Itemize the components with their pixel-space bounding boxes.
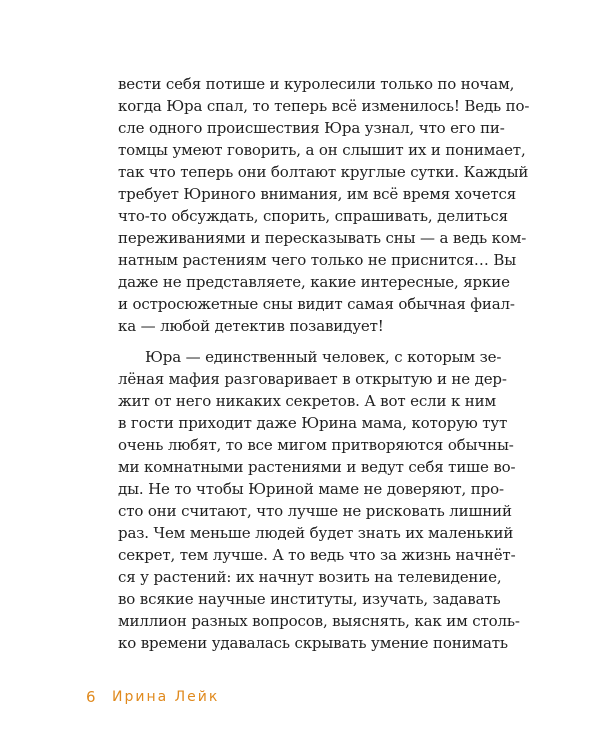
- text-line: очень любят, то все мигом притворяются обычны-: [118, 436, 514, 454]
- running-footer-author: Ирина Лейк: [112, 689, 220, 705]
- paragraph-2: [118, 346, 520, 654]
- text-line: томцы умеют говорить, а он слышит их и понимает,: [118, 141, 526, 159]
- text-line: ко времени удавалась скрывать умение понимать: [118, 634, 508, 652]
- text-line: сто они считают, что лучше не рисковать лишний: [118, 502, 512, 520]
- paragraph-spacer: [118, 337, 484, 346]
- page-number: 6: [86, 688, 96, 706]
- text-line: ся у растений: их начнут возить на телевидение,: [118, 568, 502, 586]
- text-line: секрет, тем лучше. А то ведь что за жизнь начнёт-: [118, 546, 516, 564]
- text-line: Юра — единственный человек, с которым зе-: [145, 348, 502, 366]
- text-line: так что теперь они болтают круглые сутки. Каждый: [118, 163, 529, 181]
- text-line: даже не представляете, какие интересные, яркие: [118, 273, 510, 291]
- text-line: в гости приходит даже Юрина мама, которую тут: [118, 414, 508, 432]
- paragraph-1: [118, 73, 530, 337]
- text-line: раз. Чем меньше людей будет знать их маленький: [118, 524, 514, 542]
- body-text: [118, 73, 530, 654]
- text-line: лёная мафия разговаривает в открытую и не дер-: [118, 370, 507, 388]
- text-line: и остросюжетные сны видит самая обычная фиал-: [118, 295, 515, 313]
- text-line: переживаниями и пересказывать сны — а ведь ком-: [118, 229, 527, 247]
- text-line: миллион разных вопросов, выяснять, как им столь-: [118, 612, 520, 630]
- text-line: ми комнатными растениями и ведут себя тише во-: [118, 458, 516, 476]
- text-line: ка — любой детектив позавидует!: [118, 317, 384, 335]
- page-footer: [86, 687, 219, 707]
- text-line: сле одного происшествия Юра узнал, что его пи-: [118, 119, 505, 137]
- text-line: ды. Не то чтобы Юриной маме не доверяют, про-: [118, 480, 504, 498]
- text-line: когда Юра спал, то теперь всё изменилось! Ведь по-: [118, 97, 530, 115]
- text-line: во всякие научные институты, изучать, задавать: [118, 590, 501, 608]
- text-line: натным растениям чего только не приснится… Вы: [118, 251, 517, 269]
- text-line: что-то обсуждать, спорить, спрашивать, делиться: [118, 207, 508, 225]
- text-line: жит от него никаких секретов. А вот если к ним: [118, 392, 496, 410]
- text-line: требует Юриного внимания, им всё время хочется: [118, 185, 517, 203]
- text-line: вести себя потише и куролесили только по ночам,: [118, 75, 515, 93]
